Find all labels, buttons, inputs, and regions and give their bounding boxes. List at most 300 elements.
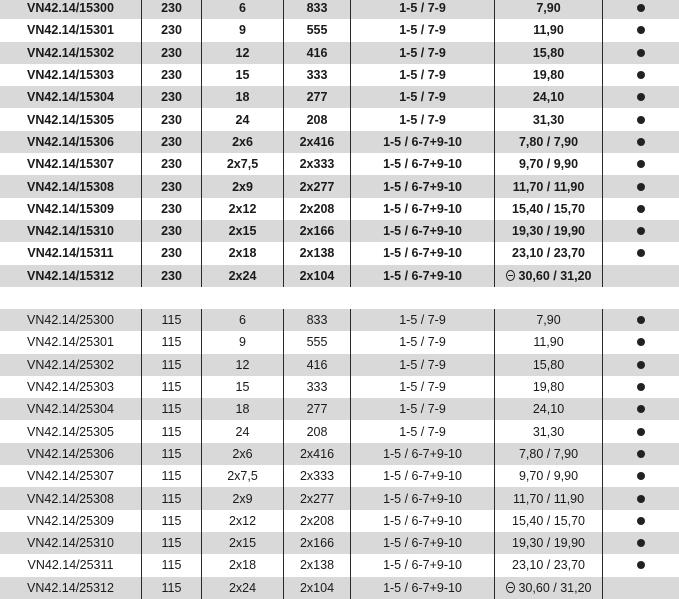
product-code-cell: [0, 265, 142, 287]
availability-cell: [603, 19, 679, 41]
spec-value-cell: [284, 532, 351, 554]
range-cell: [351, 19, 495, 41]
product-code-cell: [0, 532, 142, 554]
spec-value-cell: [284, 0, 351, 19]
voltage: 230: [161, 90, 182, 105]
product-code: VN42.14/15305: [27, 112, 114, 127]
range-cell: [351, 86, 495, 108]
availability-dot-icon: [637, 4, 645, 12]
product-code-cell: [0, 510, 142, 532]
range: 1-5 / 7-9: [399, 357, 446, 372]
price-cell: [495, 86, 603, 108]
product-code-cell: [0, 198, 142, 220]
price-cell: [495, 487, 603, 509]
price-cell: [495, 42, 603, 64]
range-cell: [351, 331, 495, 353]
table-row: [0, 19, 679, 41]
power-cell: [202, 86, 284, 108]
spec-value: 208: [306, 424, 328, 439]
spec-value-cell: [284, 398, 351, 420]
price: 15,40 / 15,70: [512, 201, 585, 216]
price-cell: [495, 532, 603, 554]
product-code-cell: [0, 175, 142, 197]
voltage: 115: [161, 357, 182, 372]
product-code-cell: [0, 108, 142, 130]
price: 7,90: [536, 1, 561, 16]
spec-value: 2x277: [299, 491, 335, 506]
power: 2x7,5: [226, 157, 259, 172]
voltage: 230: [161, 179, 182, 194]
product-code-cell: [0, 376, 142, 398]
range-cell: [351, 242, 495, 264]
voltage: 230: [161, 246, 182, 261]
voltage-cell: [142, 510, 202, 532]
product-code: VN42.14/25304: [27, 402, 114, 417]
voltage-cell: [142, 331, 202, 353]
power: 24: [235, 424, 250, 439]
availability-dot-icon: [637, 450, 645, 458]
price: 7,80 / 7,90: [518, 134, 579, 149]
price-cell: [495, 19, 603, 41]
availability-cell: [603, 331, 679, 353]
power-cell: [202, 420, 284, 442]
power-cell: [202, 42, 284, 64]
price: 24,10: [532, 90, 565, 105]
price: 19,80: [532, 380, 565, 395]
price-cell: [495, 554, 603, 576]
range-cell: [351, 376, 495, 398]
product-code: VN42.14/25301: [27, 335, 114, 350]
product-code-cell: [0, 420, 142, 442]
availability-cell: [603, 64, 679, 86]
availability-cell: [603, 242, 679, 264]
price-cell: [495, 510, 603, 532]
spec-value: 833: [306, 313, 328, 328]
voltage-cell: [142, 577, 202, 599]
availability-dot-icon: [637, 472, 645, 480]
table-row: [0, 577, 679, 599]
voltage: 115: [161, 313, 182, 328]
price: 24,10: [532, 402, 565, 417]
spec-value: 2x208: [299, 513, 335, 528]
product-code: VN42.14/25305: [27, 424, 114, 439]
power: 2x24: [228, 268, 257, 283]
range: 1-5 / 6-7+9-10: [383, 469, 462, 484]
spec-value: 416: [306, 357, 328, 372]
voltage-cell: [142, 487, 202, 509]
voltage-cell: [142, 532, 202, 554]
availability-cell: [603, 42, 679, 64]
spec-value-cell: [284, 86, 351, 108]
voltage: 115: [161, 580, 182, 595]
power-cell: [202, 153, 284, 175]
range-cell: [351, 465, 495, 487]
availability-dot-icon: [637, 205, 645, 213]
price: 31,30: [532, 424, 565, 439]
power-cell: [202, 19, 284, 41]
availability-dot-icon: [637, 517, 645, 525]
availability-dot-icon: [637, 93, 645, 101]
voltage: 115: [161, 513, 182, 528]
range-cell: [351, 354, 495, 376]
price: 9,70 / 9,90: [518, 469, 579, 484]
availability-cell: [603, 577, 679, 599]
range: 1-5 / 6-7+9-10: [383, 201, 462, 216]
availability-dot-icon: [637, 71, 645, 79]
product-table-230v: [0, 0, 679, 287]
range-cell: [351, 577, 495, 599]
price-cell: [495, 108, 603, 130]
product-code-cell: [0, 220, 142, 242]
price-cell: [495, 220, 603, 242]
power-cell: [202, 510, 284, 532]
price-cell: [495, 354, 603, 376]
spec-value-cell: [284, 242, 351, 264]
range: 1-5 / 7-9: [399, 424, 446, 439]
spec-value: 333: [306, 68, 328, 83]
availability-cell: [603, 131, 679, 153]
price-cell: [495, 64, 603, 86]
spec-value: 2x333: [299, 469, 335, 484]
range-cell: [351, 309, 495, 331]
product-code: VN42.14/25312: [27, 580, 114, 595]
spec-value-cell: [284, 108, 351, 130]
range: 1-5 / 6-7+9-10: [383, 536, 462, 551]
availability-dot-icon: [637, 138, 645, 146]
spec-value-cell: [284, 465, 351, 487]
product-code: VN42.14/25308: [27, 491, 114, 506]
product-code-cell: [0, 86, 142, 108]
product-code: VN42.14/25302: [27, 357, 114, 372]
availability-cell: [603, 443, 679, 465]
price: 19,30 / 19,90: [512, 536, 585, 551]
availability-cell: [603, 487, 679, 509]
power-cell: [202, 242, 284, 264]
product-code: VN42.14/25307: [27, 469, 114, 484]
availability-dot-icon: [637, 539, 645, 547]
table-row: [0, 108, 679, 130]
product-code-cell: [0, 19, 142, 41]
availability-dot-icon: [637, 227, 645, 235]
price: 31,30: [532, 112, 565, 127]
power-cell: [202, 443, 284, 465]
range-cell: [351, 64, 495, 86]
price: 15,40 / 15,70: [512, 513, 585, 528]
power: 9: [239, 335, 246, 350]
voltage-cell: [142, 220, 202, 242]
price-cell: [495, 465, 603, 487]
spec-value-cell: [284, 443, 351, 465]
range-cell: [351, 532, 495, 554]
voltage-cell: [142, 265, 202, 287]
table-row: [0, 398, 679, 420]
spec-value-cell: [284, 220, 351, 242]
range-cell: [351, 220, 495, 242]
spec-value: 277: [306, 402, 328, 417]
table-row: [0, 376, 679, 398]
product-code: VN42.14/15300: [27, 1, 114, 16]
availability-dot-icon: [637, 49, 645, 57]
availability-cell: [603, 265, 679, 287]
voltage: 115: [161, 402, 182, 417]
product-code: VN42.14/15307: [27, 157, 114, 172]
table-row: [0, 532, 679, 554]
range: 1-5 / 7-9: [399, 68, 446, 83]
price-cell: [495, 175, 603, 197]
power-cell: [202, 398, 284, 420]
product-code-cell: [0, 487, 142, 509]
voltage-cell: [142, 175, 202, 197]
availability-dot-icon: [637, 428, 645, 436]
range-cell: [351, 265, 495, 287]
product-code-cell: [0, 42, 142, 64]
voltage: 115: [161, 491, 182, 506]
power: 2x18: [228, 246, 257, 261]
spec-value: 2x166: [299, 536, 335, 551]
voltage: 115: [161, 446, 182, 461]
voltage-cell: [142, 242, 202, 264]
table-row: [0, 242, 679, 264]
spec-value-cell: [284, 265, 351, 287]
spec-value: 2x104: [299, 580, 335, 595]
power-cell: [202, 108, 284, 130]
product-code-cell: [0, 443, 142, 465]
availability-cell: [603, 376, 679, 398]
table-row: [0, 86, 679, 108]
range: 1-5 / 7-9: [399, 90, 446, 105]
power-cell: [202, 331, 284, 353]
voltage: 230: [161, 45, 182, 60]
product-code: VN42.14/25311: [27, 558, 114, 573]
spec-value: 2x333: [299, 157, 335, 172]
product-code-cell: [0, 354, 142, 376]
availability-dot-icon: [637, 160, 645, 168]
power: 6: [239, 1, 246, 16]
range: 1-5 / 6-7+9-10: [383, 268, 462, 283]
voltage: 115: [161, 335, 182, 350]
availability-dot-icon: [637, 361, 645, 369]
availability-cell: [603, 0, 679, 19]
product-code: VN42.14/15308: [27, 179, 114, 194]
product-code-cell: [0, 331, 142, 353]
power: 2x15: [228, 224, 257, 239]
spec-value: 2x277: [299, 179, 335, 194]
power-cell: [202, 376, 284, 398]
product-code-cell: [0, 64, 142, 86]
spec-value-cell: [284, 376, 351, 398]
voltage: 230: [161, 134, 182, 149]
table-row: [0, 265, 679, 287]
voltage: 230: [161, 268, 182, 283]
power-cell: [202, 487, 284, 509]
voltage-cell: [142, 420, 202, 442]
range-cell: [351, 131, 495, 153]
price: 11,70 / 11,90: [512, 179, 585, 194]
product-code-cell: [0, 309, 142, 331]
spec-value: 2x138: [299, 246, 335, 261]
spec-value: 333: [306, 380, 328, 395]
price: 30,60 / 31,20: [518, 580, 592, 595]
range-cell: [351, 198, 495, 220]
table-row: [0, 153, 679, 175]
power-cell: [202, 577, 284, 599]
voltage-cell: [142, 465, 202, 487]
price: 11,90: [533, 335, 564, 350]
spec-value: 2x166: [299, 224, 335, 239]
table-row: [0, 443, 679, 465]
product-code: VN42.14/15303: [27, 68, 114, 83]
spec-value-cell: [284, 309, 351, 331]
product-code: VN42.14/25303: [27, 380, 114, 395]
availability-dot-icon: [637, 405, 645, 413]
range-cell: [351, 0, 495, 19]
availability-cell: [603, 532, 679, 554]
table-row: [0, 64, 679, 86]
price: 15,80: [532, 357, 565, 372]
availability-cell: [603, 198, 679, 220]
spec-value: 2x138: [299, 558, 335, 573]
price-cell: [495, 398, 603, 420]
spec-value: 2x208: [299, 201, 335, 216]
table-row: [0, 554, 679, 576]
product-code: VN42.14/25306: [27, 446, 114, 461]
price: 30,60 / 31,20: [518, 268, 592, 283]
availability-dot-icon: [637, 116, 645, 124]
voltage-cell: [142, 0, 202, 19]
spec-value-cell: [284, 554, 351, 576]
voltage: 115: [161, 469, 182, 484]
product-code: VN42.14/15301: [27, 23, 114, 38]
availability-cell: [603, 510, 679, 532]
voltage-cell: [142, 42, 202, 64]
range-cell: [351, 510, 495, 532]
availability-cell: [603, 554, 679, 576]
table-row: [0, 42, 679, 64]
spec-value-cell: [284, 354, 351, 376]
range: 1-5 / 7-9: [399, 380, 446, 395]
product-code-cell: [0, 242, 142, 264]
voltage: 115: [161, 558, 182, 573]
power: 18: [235, 402, 250, 417]
table-row: [0, 0, 679, 19]
power: 6: [239, 313, 246, 328]
power: 2x15: [228, 536, 257, 551]
voltage-cell: [142, 443, 202, 465]
availability-dot-icon: [637, 338, 645, 346]
range: 1-5 / 7-9: [399, 402, 446, 417]
power-cell: [202, 198, 284, 220]
range-cell: [351, 420, 495, 442]
power: 2x9: [232, 491, 253, 506]
product-code: VN42.14/15312: [27, 268, 114, 283]
product-code-cell: [0, 465, 142, 487]
price-cell: [495, 309, 603, 331]
spec-value: 555: [306, 23, 328, 38]
price: 11,70 / 11,90: [512, 491, 585, 506]
product-code-cell: [0, 398, 142, 420]
range: 1-5 / 7-9: [399, 45, 446, 60]
power: 2x6: [232, 446, 253, 461]
product-code: VN42.14/15311: [27, 246, 114, 261]
spec-value: 208: [306, 112, 328, 127]
range: 1-5 / 6-7+9-10: [383, 491, 462, 506]
availability-dot-icon: [637, 249, 645, 257]
power-cell: [202, 0, 284, 19]
product-code: VN42.14/25300: [27, 313, 114, 328]
product-code: VN42.14/25310: [27, 536, 114, 551]
voltage-cell: [142, 309, 202, 331]
range-cell: [351, 175, 495, 197]
table-row: [0, 198, 679, 220]
range: 1-5 / 7-9: [399, 112, 446, 127]
spec-value-cell: [284, 175, 351, 197]
power: 12: [235, 357, 250, 372]
range-cell: [351, 398, 495, 420]
availability-cell: [603, 153, 679, 175]
power-cell: [202, 554, 284, 576]
price: 15,80: [532, 45, 565, 60]
product-table-115v: [0, 309, 679, 599]
table-row: [0, 354, 679, 376]
voltage-cell: [142, 86, 202, 108]
spec-value-cell: [284, 198, 351, 220]
price-cell: [495, 577, 603, 599]
availability-dot-icon: [637, 383, 645, 391]
power-cell: [202, 309, 284, 331]
range-cell: [351, 487, 495, 509]
spec-value-cell: [284, 64, 351, 86]
voltage-cell: [142, 554, 202, 576]
range: 1-5 / 7-9: [399, 1, 446, 16]
spec-value-cell: [284, 510, 351, 532]
price: 23,10 / 23,70: [512, 558, 585, 573]
range: 1-5 / 7-9: [399, 335, 446, 350]
range: 1-5 / 7-9: [399, 313, 446, 328]
availability-dot-icon: [637, 316, 645, 324]
table-row: [0, 331, 679, 353]
table-row: [0, 175, 679, 197]
price-cell: [495, 376, 603, 398]
voltage-cell: [142, 198, 202, 220]
spec-value-cell: [284, 331, 351, 353]
range-cell: [351, 108, 495, 130]
availability-dot-icon: [637, 561, 645, 569]
special-order-icon: [506, 270, 515, 281]
range-cell: [351, 554, 495, 576]
range-cell: [351, 153, 495, 175]
availability-dot-icon: [637, 183, 645, 191]
price-cell: [495, 198, 603, 220]
availability-cell: [603, 175, 679, 197]
power-cell: [202, 220, 284, 242]
power: 2x9: [232, 179, 253, 194]
voltage-cell: [142, 108, 202, 130]
range: 1-5 / 6-7+9-10: [383, 134, 462, 149]
table-row: [0, 131, 679, 153]
power: 12: [235, 45, 250, 60]
range: 1-5 / 6-7+9-10: [383, 157, 462, 172]
availability-cell: [603, 420, 679, 442]
range: 1-5 / 6-7+9-10: [383, 580, 462, 595]
voltage: 230: [161, 224, 182, 239]
availability-dot-icon: [637, 495, 645, 503]
power: 15: [235, 380, 250, 395]
spec-value: 2x104: [299, 268, 335, 283]
product-code: VN42.14/15304: [27, 90, 114, 105]
power: 2x12: [228, 201, 257, 216]
product-code-cell: [0, 577, 142, 599]
spec-value: 2x416: [299, 134, 335, 149]
